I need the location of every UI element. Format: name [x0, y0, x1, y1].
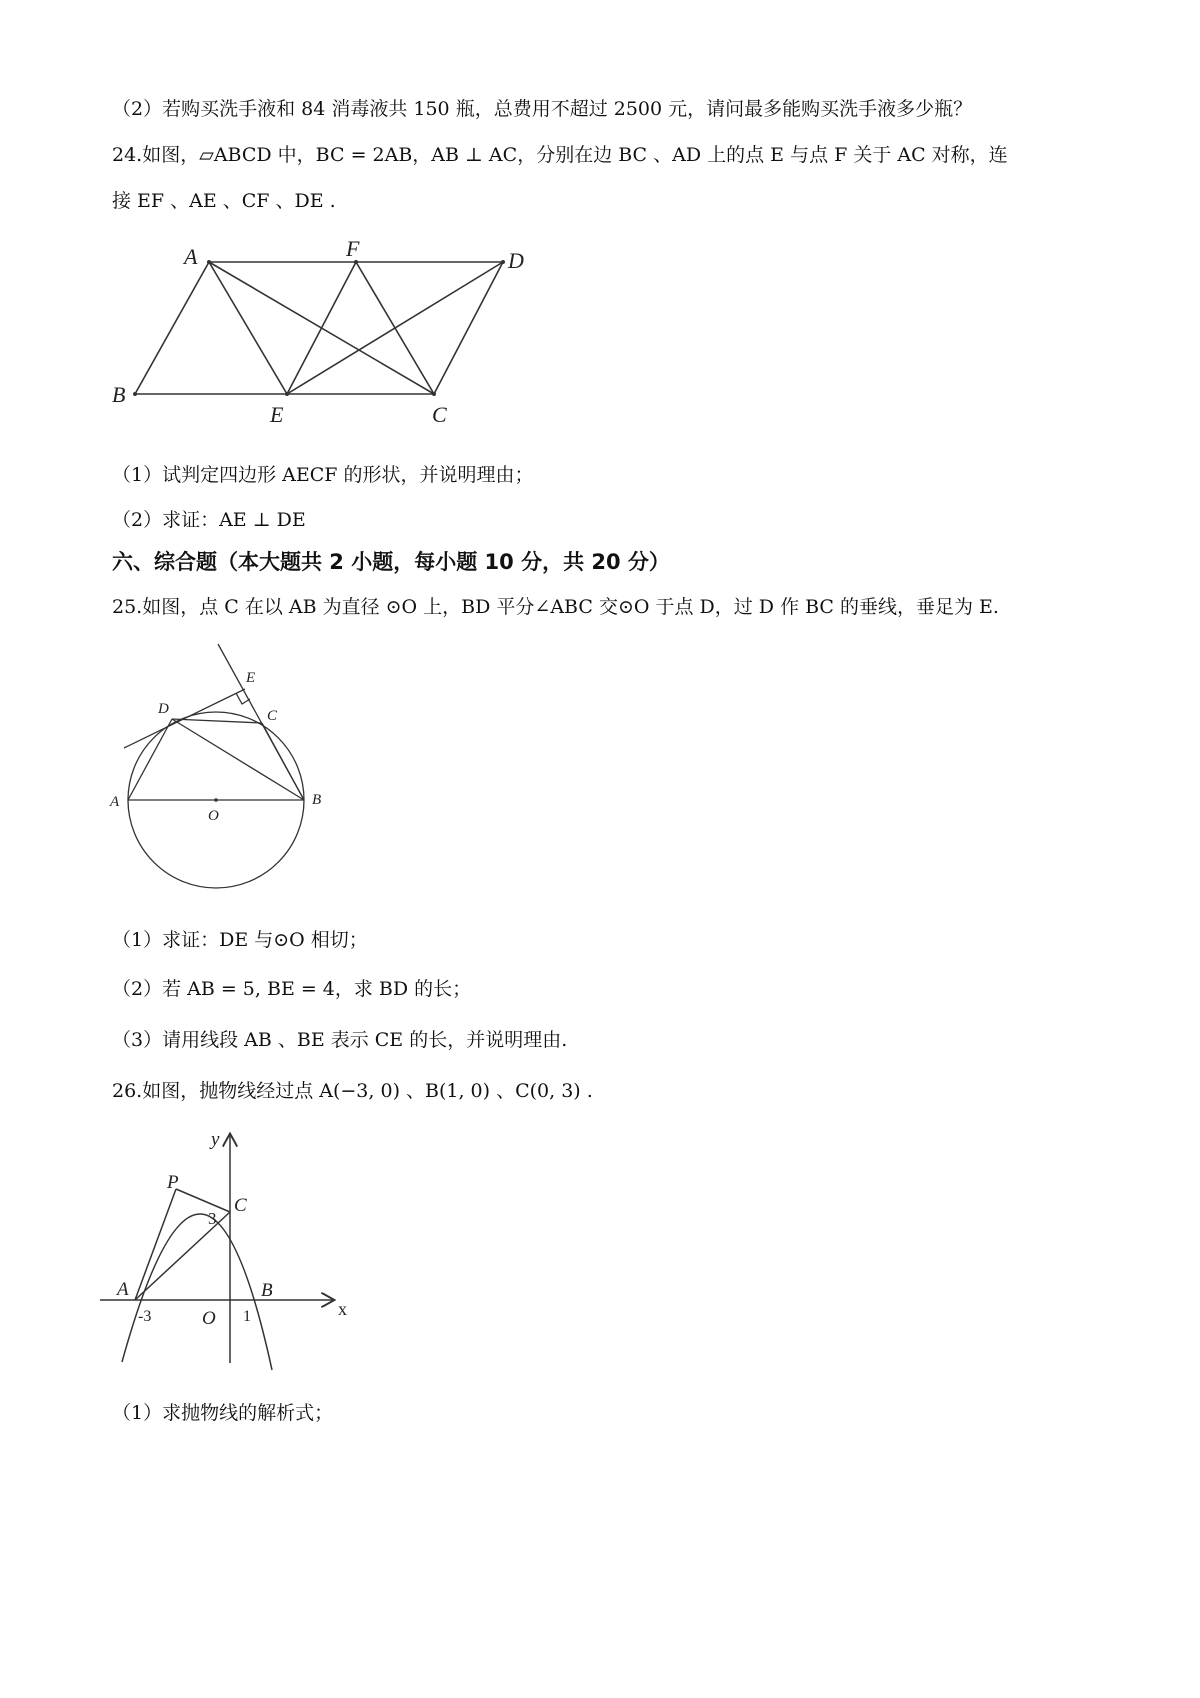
label-1: 1	[243, 1308, 251, 1325]
label-C: C	[234, 1195, 247, 1216]
label-O: O	[208, 808, 219, 824]
label-C: C	[432, 402, 447, 427]
q23-part2-text: （2）若购买洗手液和 84 消毒液共 150 瓶，总费用不超过 2500 元，请问最多能购买洗手液多少瓶？	[112, 98, 973, 120]
label-A: A	[117, 1279, 129, 1300]
q25-stem: 25.如图，点 C 在以 AB 为直径 ⊙O 上，BD 平分∠ABC 交⊙O 于点 D，过 D 作 BC 的垂线，垂足为 E.	[112, 596, 999, 618]
q25-part1: （1）求证：DE 与⊙O 相切；	[112, 929, 368, 951]
q24-part2: （2）求证：AE ⊥ DE	[112, 509, 306, 531]
label-C: C	[267, 708, 278, 724]
section-6-heading: 六、综合题（本大题共 2 小题，每小题 10 分，共 20 分）	[112, 550, 670, 574]
q26-stem: 26.如图，抛物线经过点 A(−3, 0) 、B(1, 0) 、C(0, 3) .	[112, 1080, 593, 1102]
label-D: D	[158, 701, 169, 717]
q26-part1: （1）求抛物线的解析式；	[112, 1402, 334, 1424]
figure-26-parabola	[95, 1125, 365, 1375]
q25-part2: （2）若 AB = 5, BE = 4，求 BD 的长；	[112, 978, 472, 1000]
label-B: B	[261, 1280, 273, 1301]
label-y: y	[211, 1129, 220, 1150]
label-E: E	[270, 402, 284, 427]
label-3: 3	[208, 1209, 217, 1228]
label-E: E	[246, 670, 256, 686]
label-B: B	[312, 792, 322, 808]
label-P: P	[167, 1172, 179, 1193]
label-F: F	[346, 236, 360, 261]
label-x: x	[338, 1299, 347, 1319]
figure-24-parallelogram	[100, 230, 560, 430]
label-B: B	[112, 382, 126, 407]
q25-part3: （3）请用线段 AB 、BE 表示 CE 的长，并说明理由.	[112, 1029, 568, 1051]
figure-25-circle	[100, 640, 360, 900]
q24-stem-line2: 接 EF 、AE 、CF 、DE .	[112, 190, 336, 212]
label-D: D	[508, 248, 524, 273]
label-O: O	[202, 1308, 216, 1329]
q24-stem-line1: 24.如图，▱ABCD 中，BC = 2AB，AB ⊥ AC，分别在边 BC 、AD 上的点 E 与点 F 关于 AC 对称，连	[112, 144, 1008, 166]
q24-part1: （1）试判定四边形 AECF 的形状，并说明理由；	[112, 464, 534, 486]
label-A: A	[184, 244, 198, 269]
label-minus3: -3	[138, 1308, 152, 1325]
label-A: A	[110, 794, 120, 810]
